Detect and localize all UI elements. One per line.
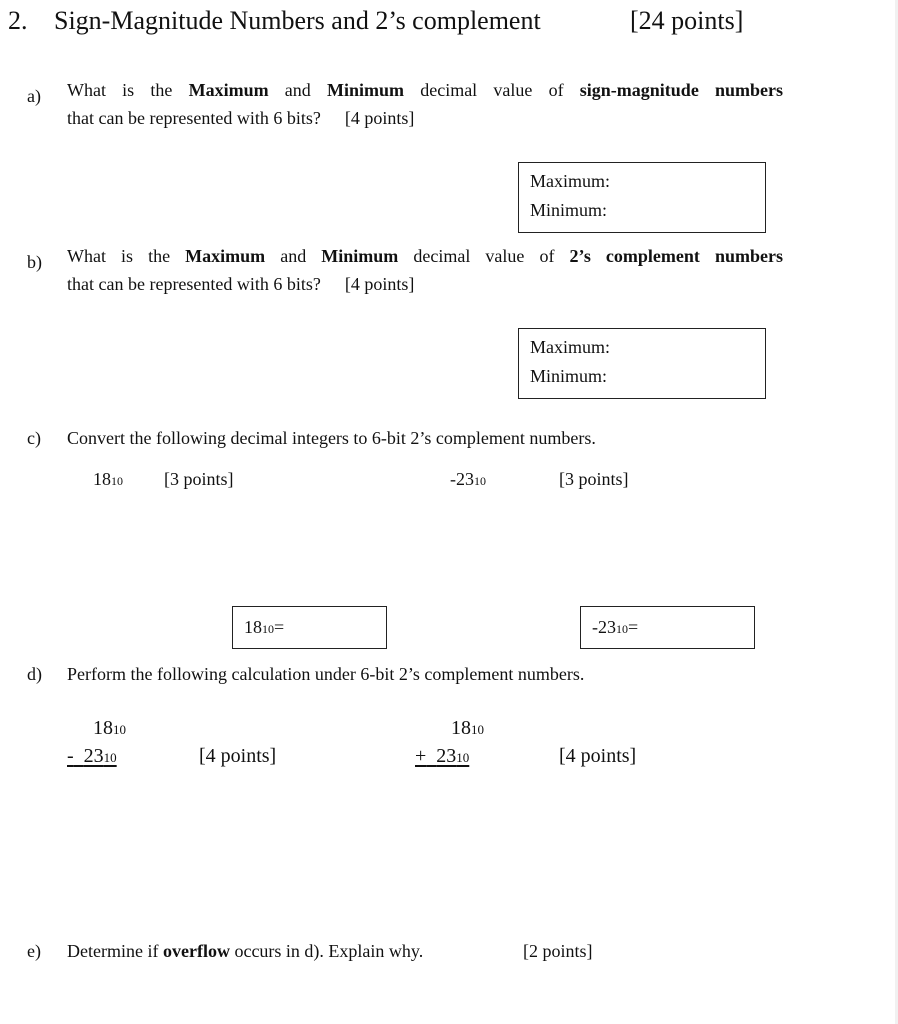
part-a-answer-box[interactable] <box>518 162 766 233</box>
calc2-top-operand: 1810 <box>451 717 484 739</box>
part-b-question-line2: that can be represented with 6 bits? [4 points] <box>67 274 415 294</box>
part-c-box1-label: 1810= <box>244 617 285 637</box>
part-a-max-label: Maximum: <box>530 171 610 191</box>
calc2-points: [4 points] <box>559 745 637 767</box>
part-d-question: Perform the following calculation under 6-bit 2’s complement numbers. <box>67 664 585 684</box>
part-c-item2-points: [3 points] <box>559 469 629 489</box>
part-b-label: b) <box>27 252 42 272</box>
calc2-bottom-operand: + 2310 <box>415 745 470 767</box>
part-a-points: [4 points] <box>344 108 415 128</box>
part-e-points: [2 points] <box>523 941 593 961</box>
part-c-label: c) <box>27 428 41 448</box>
part-c-answer-box-2[interactable] <box>580 606 755 649</box>
calc1-points: [4 points] <box>199 745 277 767</box>
part-c-box2-label: -2310= <box>592 617 639 637</box>
part-b-max-label: Maximum: <box>530 337 610 357</box>
total-points: [24 points] <box>630 6 744 35</box>
question-number: 2. <box>8 6 28 35</box>
calc1-top-operand: 1810 <box>93 717 126 739</box>
part-a-question-line2: that can be represented with 6 bits? [4 points] <box>67 108 415 128</box>
part-c-item1: 1810 <box>93 469 123 489</box>
part-c-answer-box-1[interactable] <box>232 606 387 649</box>
part-e-question: Determine if overflow occurs in d). Explain why. <box>67 941 424 961</box>
page-title: Sign-Magnitude Numbers and 2’s complement <box>54 6 541 35</box>
part-b-min-label: Minimum: <box>530 366 608 386</box>
part-a-label: a) <box>27 86 41 106</box>
part-c-item1-points: [3 points] <box>164 469 234 489</box>
part-b-points: [4 points] <box>344 274 415 294</box>
calc1-bottom-operand: - 2310 <box>67 745 117 767</box>
part-d-label: d) <box>27 664 42 684</box>
part-a-min-label: Minimum: <box>530 200 608 220</box>
part-e-label: e) <box>27 941 41 961</box>
part-b-question-line1: What is the Maximum and Minimum decimal value of 2’s complement numbers <box>67 246 783 266</box>
part-b-answer-box[interactable] <box>518 328 766 399</box>
part-c-question: Convert the following decimal integers to 6-bit 2’s complement numbers. <box>67 428 596 448</box>
part-a-question-line1: What is the Maximum and Minimum decimal value of sign-magnitude numbers <box>67 80 784 100</box>
part-c-item2: -2310 <box>450 469 486 489</box>
